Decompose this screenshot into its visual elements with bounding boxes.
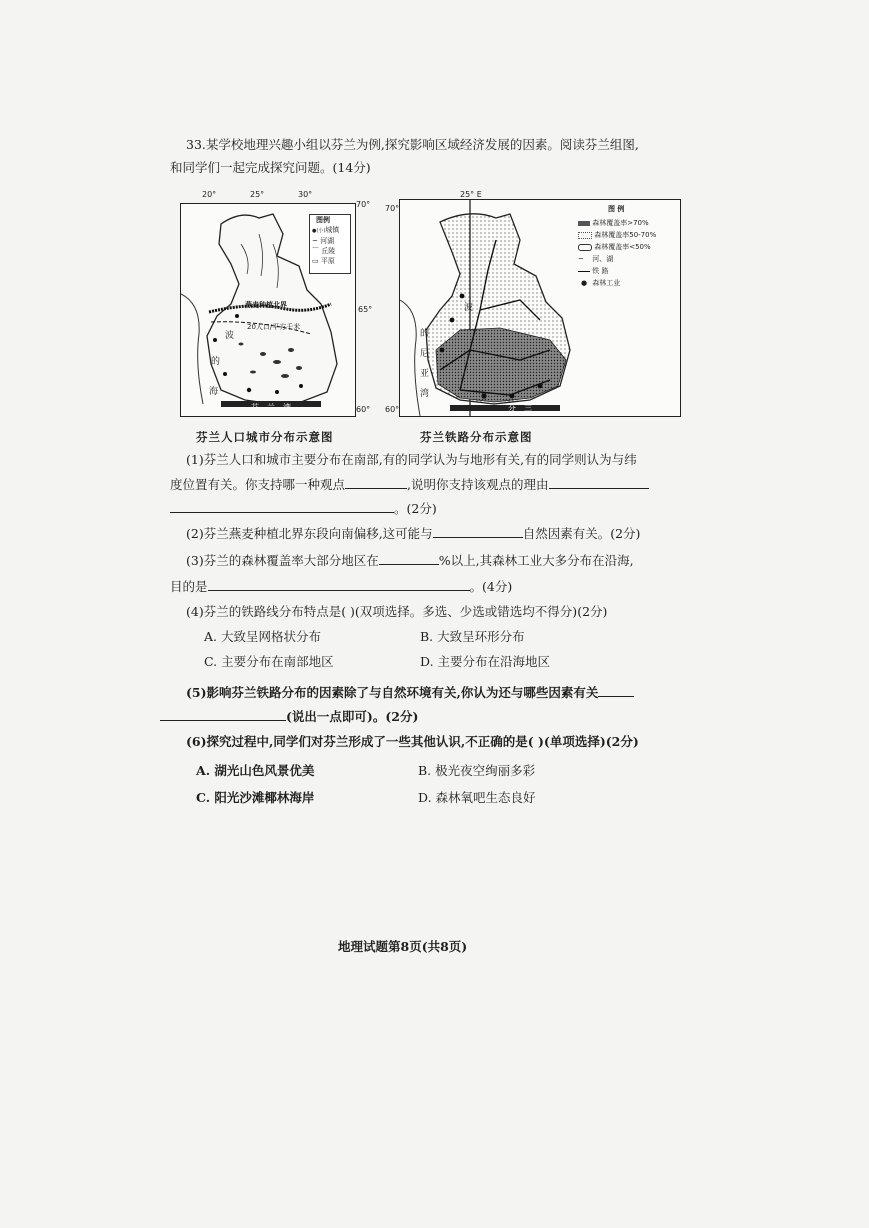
map1-label-fen: 芬 — [251, 403, 259, 412]
map2-label-lan: 兰 — [524, 403, 532, 412]
map2-lat-60: 60° — [385, 405, 400, 414]
map2-label-ni: 尼 — [420, 349, 430, 359]
map2-legend-forest-mid-label: 森林覆盖率50-70% — [594, 231, 657, 239]
map1-legend-plain — [310, 256, 350, 266]
q3-industry-text: %以上,其森林工业大多分布在沿海, — [438, 553, 634, 568]
map2-legend-railway-label: 铁 路 — [592, 267, 609, 275]
q6-option-c[interactable]: C. 阳光沙滩椰林海岸 — [196, 790, 315, 805]
map2-label-ya: 亚 — [420, 369, 430, 379]
q3-prompt: (3)芬兰的森林覆盖率大部分地区在 — [186, 553, 379, 568]
q1-line3 — [170, 500, 437, 517]
map1-legend-river-label: 河湖 — [320, 237, 335, 245]
map2-legend-title: 图 例 — [608, 205, 625, 213]
map1-legend-hills — [310, 246, 350, 256]
map1-lon-20: 20° — [202, 190, 217, 199]
map1-label-hai: 海 — [209, 387, 219, 397]
q5-line2 — [160, 708, 418, 725]
river-lake-icon: ~ — [578, 255, 584, 263]
q4-option-c[interactable]: C. 主要分布在南部地区 — [204, 654, 334, 669]
q3-purpose-blank[interactable] — [208, 578, 470, 591]
q5-prompt: (5)影响芬兰铁路分布的因素除了与自然环境有关,你认为还与哪些因素有关 — [186, 685, 599, 700]
map1-legend-town-label: 城镇 — [325, 226, 340, 234]
q1-viewpoint-blank[interactable] — [345, 476, 407, 489]
map2-lat-70: 70° — [385, 204, 400, 213]
map1-lon-30: 30° — [298, 190, 313, 199]
map2-legend-river-label: 河、湖 — [592, 255, 614, 263]
map2-label-fen: 芬 — [508, 403, 516, 412]
q4-option-a[interactable]: A. 大致呈网格状分布 — [204, 629, 321, 644]
map2-label-bo: 波 — [464, 303, 474, 313]
map1-legend-title: 图例 — [316, 216, 330, 224]
river-icon: ~ — [312, 237, 318, 245]
q3-line1 — [186, 552, 634, 569]
map1-legend-hills-label: 丘陵 — [321, 247, 336, 255]
question-intro-line1: 33.某学校地理兴趣小组以芬兰为例,探究影响区域经济发展的因素。阅读芬兰组图, — [186, 137, 639, 152]
map1-label-de: 的 — [211, 357, 221, 367]
map2-legend-river — [578, 254, 678, 264]
map2-legend-forest-mid — [578, 230, 678, 240]
q6-option-a[interactable]: A. 湖光山色风景优美 — [196, 763, 315, 778]
map2-legend-forest-high — [578, 218, 678, 228]
map2-frame — [399, 199, 681, 417]
q1-viewpoint-prompt: 度位置有关。你支持哪一种观点 — [170, 477, 346, 492]
dense-pattern-icon — [578, 221, 590, 226]
map1-frame — [180, 203, 356, 417]
q2-prompt: (2)芬兰燕麦种植北界东段向南偏移,这可能与 — [186, 526, 433, 541]
q1-line2 — [170, 476, 649, 493]
q3-line2 — [170, 578, 512, 595]
page-footer: 地理试题第8页(共8页) — [338, 939, 468, 954]
dotted-pattern-icon — [578, 232, 592, 239]
forest-industry-dot-icon: ● — [580, 279, 588, 287]
q1-score: 。(2分) — [394, 501, 437, 516]
map2-caption: 芬兰铁路分布示意图 — [420, 430, 533, 444]
q6-option-b[interactable]: B. 极光夜空绚丽多彩 — [418, 763, 536, 778]
map2-legend-industry — [578, 278, 678, 288]
q6-option-d[interactable]: D. 森林氧吧生态良好 — [418, 790, 536, 805]
population-isoline-label: 20人口/平方千米 — [247, 323, 301, 331]
q5-score: (说出一点即可)。(2分) — [286, 709, 419, 724]
q1-reason-prompt: ,说明你支持该观点的理由 — [407, 477, 549, 492]
q5-line1 — [186, 684, 634, 701]
map2-legend-forest-low — [578, 242, 678, 252]
blank-region-icon — [578, 244, 592, 251]
q4-stem: (4)芬兰的铁路线分布特点是( )(双项选择。多选、少选或错选均不得分)(2分) — [186, 604, 608, 619]
map2-legend-forest-low-label: 森林覆盖率<50% — [594, 243, 651, 251]
q3-coverage-blank[interactable] — [379, 552, 439, 565]
map2-label-wan: 湾 — [420, 389, 430, 399]
q3-score: 。(4分) — [469, 579, 513, 594]
map1-lat-70: 70° — [356, 200, 371, 209]
map1-caption: 芬兰人口城市分布示意图 — [196, 430, 334, 444]
q1-line1: (1)芬兰人口和城市主要分布在南部,有的同学认为与地形有关,有的同学则认为与纬 — [186, 452, 637, 467]
map1-lat-60: 60° — [356, 405, 371, 414]
q2-line — [186, 525, 640, 542]
map1-lat-65: 65° — [358, 305, 373, 314]
q5-blank-1[interactable] — [598, 684, 634, 697]
map1-legend-plain-label: 平原 — [320, 257, 335, 265]
map2-legend — [578, 204, 678, 288]
q1-reason-blank-2[interactable] — [170, 500, 394, 513]
map1-legend — [309, 214, 351, 274]
q5-blank-2[interactable] — [160, 708, 286, 721]
map2-legend-forest-high-label: 森林覆盖率>70% — [592, 219, 649, 227]
map1-label-wan: 湾 — [283, 403, 291, 412]
map1-lon-25: 25° — [250, 190, 265, 199]
q4-option-b[interactable]: B. 大致呈环形分布 — [420, 629, 525, 644]
q2-blank[interactable] — [433, 525, 523, 538]
map1-legend-town — [310, 225, 350, 236]
q6-stem: (6)探究过程中,同学们对芬兰形成了一些其他认识,不正确的是( )(单项选择)(2分) — [186, 734, 639, 749]
map1-label-bo: 波 — [225, 331, 235, 341]
question-intro-line2: 和同学们一起完成探究问题。(14分) — [170, 160, 371, 175]
q4-option-d[interactable]: D. 主要分布在沿海地区 — [420, 654, 551, 669]
q1-reason-blank-1[interactable] — [549, 476, 649, 489]
map2-legend-industry-label: 森林工业 — [592, 279, 621, 287]
map2-legend-railway — [578, 266, 678, 276]
q2-score: 自然因素有关。(2分) — [522, 526, 641, 541]
map1-label-lan: 兰 — [267, 403, 275, 412]
q3-purpose-prompt: 目的是 — [170, 579, 208, 594]
map2-lon-25e: 25° E — [460, 190, 482, 199]
hills-icon: ⌒ — [312, 247, 319, 255]
railway-line-icon — [578, 271, 590, 272]
map1-legend-river — [310, 236, 350, 246]
map2-label-de: 的 — [420, 329, 430, 339]
plain-icon: ▭ — [312, 257, 319, 265]
town-marker-icon: ●(小) — [312, 228, 326, 234]
oat-boundary-label: 燕麦种植北界 — [245, 301, 287, 309]
